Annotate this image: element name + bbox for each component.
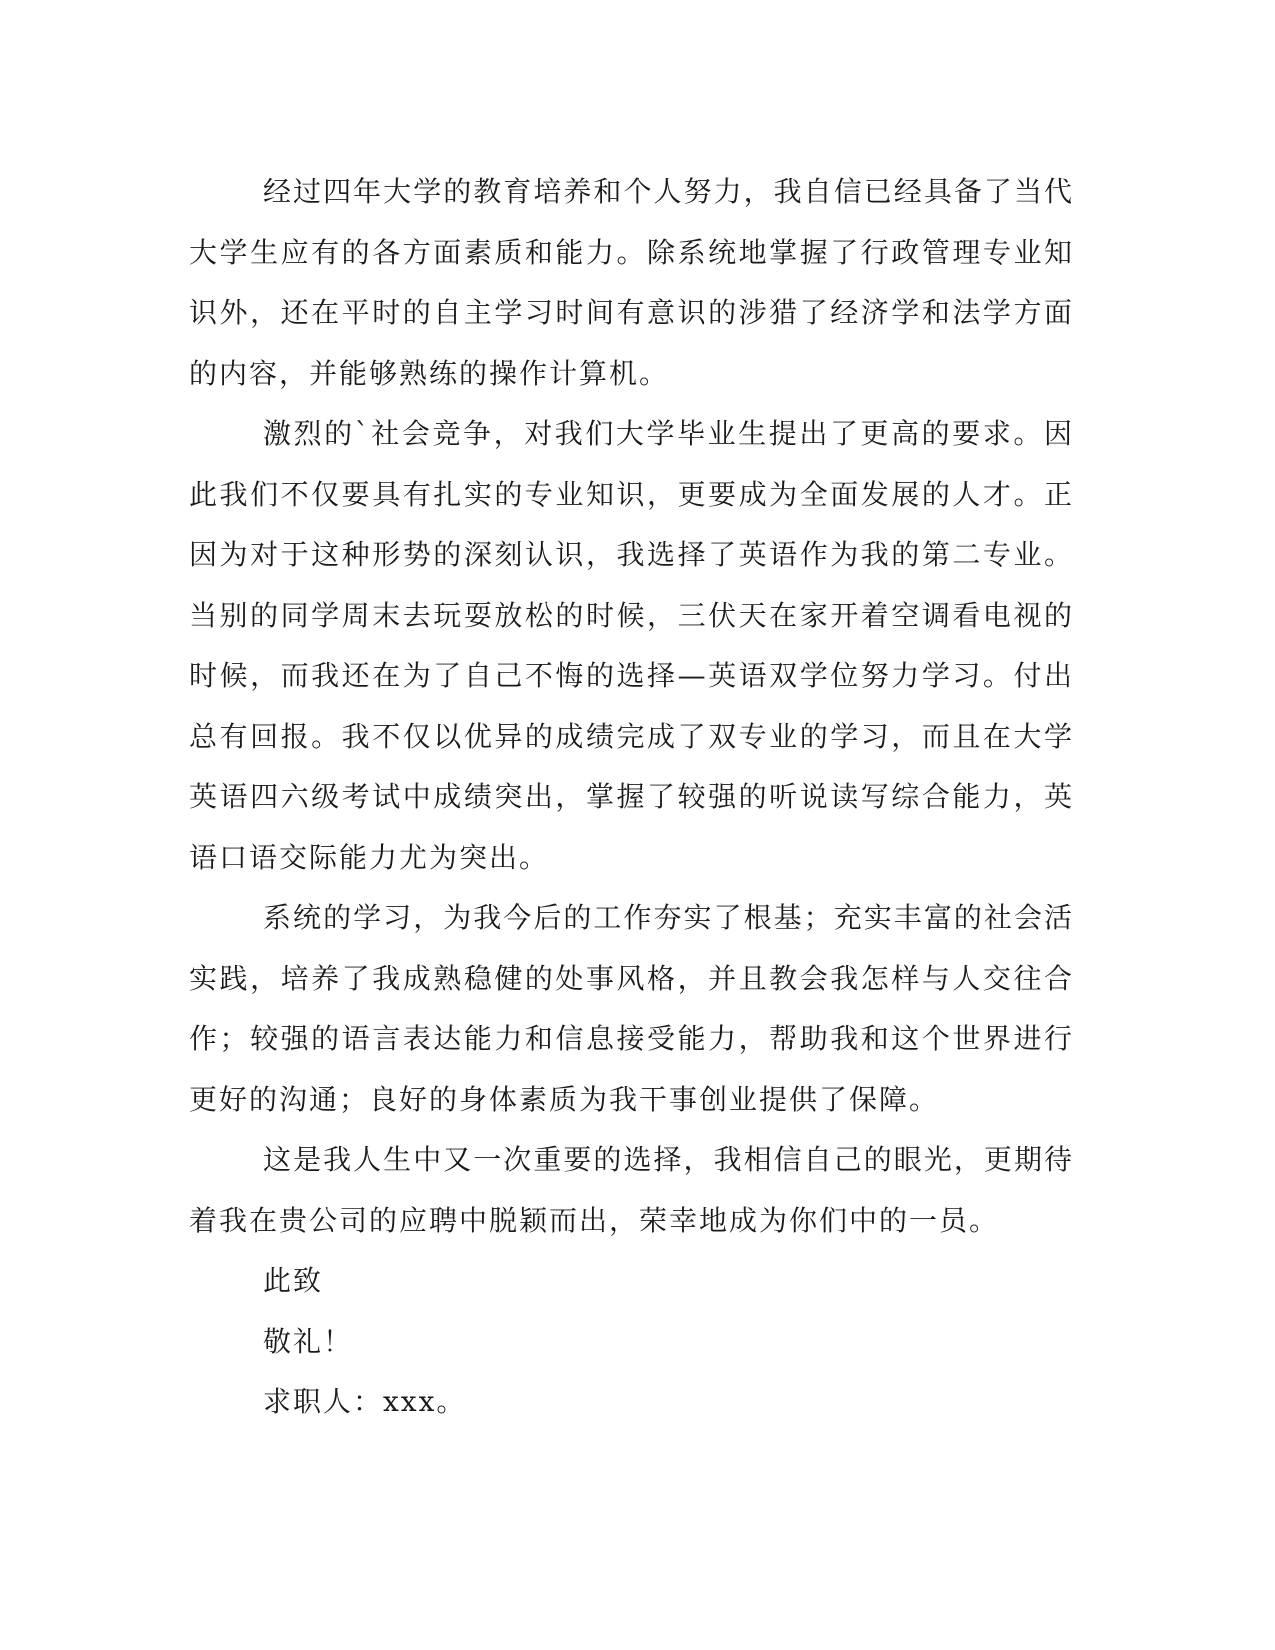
paragraph-foundation: 系统的学习，为我今后的工作夯实了根基；充实丰富的社会活实践，培养了我成熟稳健的处事风格，并且教会我怎样与人交往合作；较强的语言表达能力和信息接受能力，帮助我和这个世界进行更好的沟通；良好的身体素质为我干事创业提供了保障。 — [189, 901, 1074, 1116]
letter-body — [189, 162, 1074, 1433]
closing-salutation: 此致 — [263, 1264, 324, 1297]
paragraph-aspiration: 这是我人生中又一次重要的选择，我相信自己的眼光，更期待着我在贵公司的应聘中脱颖而出，荣幸地成为你们中的一员。 — [189, 1143, 1074, 1237]
signature: 求职人：xxx。 — [263, 1385, 467, 1418]
closing-respect: 敬礼！ — [263, 1324, 354, 1358]
paragraph-qualifications: 经过四年大学的教育培养和个人努力，我自信已经具备了当代大学生应有的各方面素质和能力。除系统地掌握了行政管理专业知识外，还在平时的自主学习时间有意识的涉猎了经济学和法学方面的内容，并能够熟练的操作计算机。 — [189, 175, 1074, 390]
paragraph-english-study: 激烈的`社会竞争，对我们大学毕业生提出了更高的要求。因此我们不仅要具有扎实的专业知识，更要成为全面发展的人才。正因为对于这种形势的深刻认识，我选择了英语作为我的第二专业。当别的同学周末去玩耍放松的时候，三伏天在家开着空调看电视的时候，而我还在为了自己不悔的选择—英语双学位努力学习。付出总有回报。我不仅以优异的成绩完成了双专业的学习，而且在大学英语四六级考试中成绩突出，掌握了较强的听说读写综合能力，英语口语交际能力尤为突出。 — [189, 417, 1074, 874]
